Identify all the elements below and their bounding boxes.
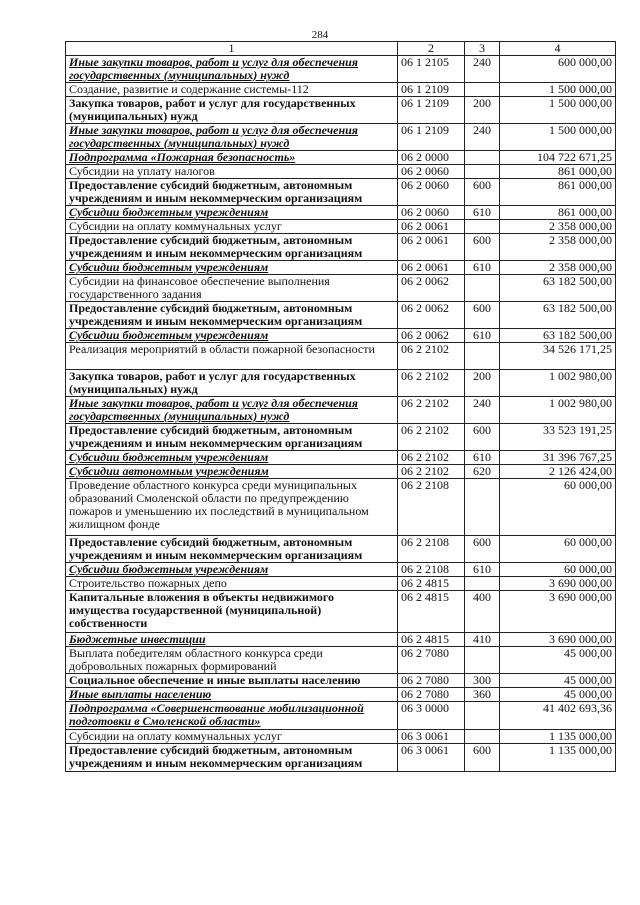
row-amount: 41 402 693,36 (500, 702, 616, 730)
row-type (465, 702, 500, 730)
row-code: 06 2 2102 (398, 343, 465, 370)
table-row (66, 220, 616, 234)
row-amount: 1 500 000,00 (500, 124, 616, 151)
row-type (465, 220, 500, 234)
row-code: 06 2 7080 (398, 674, 465, 688)
row-amount: 60 000,00 (500, 536, 616, 563)
table-row (66, 536, 616, 563)
row-name: Предоставление субсидий бюджетным, автономным учреждениям и иным некоммерческим организациям (66, 536, 398, 563)
row-type: 600 (465, 536, 500, 563)
table-row (66, 234, 616, 261)
row-code: 06 2 0062 (398, 329, 465, 343)
row-amount: 2 126 424,00 (500, 465, 616, 479)
row-name: Субсидии на финансовое обеспечение выполнения государственного задания (66, 275, 398, 302)
header-col-1: 1 (66, 42, 398, 56)
row-code: 06 2 0060 (398, 179, 465, 206)
row-code: 06 2 4815 (398, 633, 465, 647)
row-amount: 63 182 500,00 (500, 329, 616, 343)
row-type: 200 (465, 97, 500, 124)
table-row (66, 343, 616, 370)
row-type (465, 151, 500, 165)
row-amount: 63 182 500,00 (500, 275, 616, 302)
row-type: 240 (465, 124, 500, 151)
table-row (66, 563, 616, 577)
row-name: Иные выплаты населению (66, 688, 398, 702)
row-type (465, 275, 500, 302)
row-name: Предоставление субсидий бюджетным, автономным учреждениям и иным некоммерческим организациям (66, 424, 398, 451)
row-amount: 45 000,00 (500, 674, 616, 688)
table-row (66, 302, 616, 329)
row-code: 06 3 0000 (398, 702, 465, 730)
row-code: 06 2 2102 (398, 451, 465, 465)
row-name: Иные закупки товаров, работ и услуг для обеспечения государственных (муниципальных) нужд (66, 397, 398, 424)
row-name: Субсидии на уплату налогов (66, 165, 398, 179)
row-name: Иные закупки товаров, работ и услуг для обеспечения государственных (муниципальных) нужд (66, 124, 398, 151)
row-amount: 60 000,00 (500, 563, 616, 577)
row-amount: 3 690 000,00 (500, 633, 616, 647)
row-name: Создание, развитие и содержание системы-112 (66, 83, 398, 97)
row-code: 06 2 0060 (398, 206, 465, 220)
row-amount: 31 396 767,25 (500, 451, 616, 465)
row-code: 06 2 0061 (398, 220, 465, 234)
table-row (66, 479, 616, 536)
row-name: Субсидии бюджетным учреждениям (66, 329, 398, 343)
table-row (66, 151, 616, 165)
row-code: 06 2 2108 (398, 563, 465, 577)
row-code: 06 2 0000 (398, 151, 465, 165)
row-type: 610 (465, 261, 500, 275)
row-amount: 33 523 191,25 (500, 424, 616, 451)
table-row (66, 744, 616, 772)
table-row (66, 591, 616, 633)
row-amount: 3 690 000,00 (500, 591, 616, 633)
row-type: 600 (465, 744, 500, 772)
row-amount: 104 722 671,25 (500, 151, 616, 165)
row-type (465, 343, 500, 370)
table-row (66, 179, 616, 206)
row-name: Закупка товаров, работ и услуг для государственных (муниципальных) нужд (66, 370, 398, 397)
row-type: 360 (465, 688, 500, 702)
row-name: Иные закупки товаров, работ и услуг для обеспечения государственных (муниципальных) нужд (66, 56, 398, 83)
row-name: Предоставление субсидий бюджетным, автономным учреждениям и иным некоммерческим организациям (66, 179, 398, 206)
row-type: 620 (465, 465, 500, 479)
row-name: Субсидии бюджетным учреждениям (66, 563, 398, 577)
table-row (66, 577, 616, 591)
row-type (465, 479, 500, 536)
row-amount: 861 000,00 (500, 165, 616, 179)
table-row (66, 370, 616, 397)
row-amount: 600 000,00 (500, 56, 616, 83)
row-amount: 2 358 000,00 (500, 261, 616, 275)
row-name: Строительство пожарных депо (66, 577, 398, 591)
row-amount: 45 000,00 (500, 647, 616, 674)
row-type: 610 (465, 206, 500, 220)
budget-table (65, 41, 616, 772)
table-row (66, 97, 616, 124)
row-name: Субсидии автономным учреждениям (66, 465, 398, 479)
row-type: 400 (465, 591, 500, 633)
row-code: 06 2 2102 (398, 465, 465, 479)
row-name: Субсидии бюджетным учреждениям (66, 451, 398, 465)
row-amount: 60 000,00 (500, 479, 616, 536)
row-name: Предоставление субсидий бюджетным, автономным учреждениям и иным некоммерческим организациям (66, 234, 398, 261)
table-row (66, 633, 616, 647)
header-col-4: 4 (500, 42, 616, 56)
row-type (465, 647, 500, 674)
row-type: 600 (465, 179, 500, 206)
row-name: Подпрограмма «Пожарная безопасность» (66, 151, 398, 165)
row-code: 06 2 2102 (398, 397, 465, 424)
table-row (66, 465, 616, 479)
row-code: 06 2 7080 (398, 647, 465, 674)
table-row (66, 83, 616, 97)
row-name: Закупка товаров, работ и услуг для государственных (муниципальных) нужд (66, 97, 398, 124)
table-row (66, 275, 616, 302)
row-type: 200 (465, 370, 500, 397)
row-type: 300 (465, 674, 500, 688)
row-amount: 2 358 000,00 (500, 220, 616, 234)
table-row (66, 56, 616, 83)
row-amount: 1 500 000,00 (500, 83, 616, 97)
table-row (66, 647, 616, 674)
row-type: 610 (465, 563, 500, 577)
row-code: 06 1 2109 (398, 124, 465, 151)
row-type: 240 (465, 397, 500, 424)
row-code: 06 3 0061 (398, 730, 465, 744)
row-name: Проведение областного конкурса среди муниципальных образований Смоленской области по предупреждению пожаров и уменьшению их последствий в муниципальном жилищном фонде (66, 479, 398, 536)
row-amount: 1 135 000,00 (500, 744, 616, 772)
row-amount: 45 000,00 (500, 688, 616, 702)
page-number: 284 (311, 29, 329, 41)
row-amount: 34 526 171,25 (500, 343, 616, 370)
row-code: 06 1 2109 (398, 83, 465, 97)
row-name: Предоставление субсидий бюджетным, автономным учреждениям и иным некоммерческим организациям (66, 744, 398, 772)
row-code: 06 2 2102 (398, 370, 465, 397)
row-type (465, 165, 500, 179)
header-row (66, 42, 616, 56)
row-name: Реализация мероприятий в области пожарной безопасности (66, 343, 398, 370)
header-col-3: 3 (465, 42, 500, 56)
row-name: Субсидии бюджетным учреждениям (66, 206, 398, 220)
row-name: Капитальные вложения в объекты недвижимого имущества государственной (муниципальной) собственности (66, 591, 398, 633)
row-code: 06 2 2102 (398, 424, 465, 451)
table-row (66, 206, 616, 220)
table-row (66, 124, 616, 151)
table-row (66, 702, 616, 730)
row-code: 06 2 0061 (398, 234, 465, 261)
row-code: 06 2 7080 (398, 688, 465, 702)
row-name: Субсидии на оплату коммунальных услуг (66, 730, 398, 744)
row-name: Субсидии на оплату коммунальных услуг (66, 220, 398, 234)
header-col-2: 2 (398, 42, 465, 56)
row-code: 06 2 2108 (398, 479, 465, 536)
row-type: 410 (465, 633, 500, 647)
row-type: 240 (465, 56, 500, 83)
row-type: 610 (465, 329, 500, 343)
row-type (465, 730, 500, 744)
row-name: Бюджетные инвестиции (66, 633, 398, 647)
row-code: 06 1 2105 (398, 56, 465, 83)
table-row (66, 329, 616, 343)
row-code: 06 2 0062 (398, 275, 465, 302)
table-row (66, 424, 616, 451)
row-type: 600 (465, 234, 500, 261)
row-amount: 2 358 000,00 (500, 234, 616, 261)
row-name: Социальное обеспечение и иные выплаты населению (66, 674, 398, 688)
budget-table-body (66, 42, 616, 772)
table-row (66, 397, 616, 424)
table-row (66, 451, 616, 465)
table-row (66, 165, 616, 179)
row-type: 600 (465, 302, 500, 329)
row-code: 06 2 0060 (398, 165, 465, 179)
row-code: 06 2 0061 (398, 261, 465, 275)
table-row (66, 688, 616, 702)
row-amount: 1 135 000,00 (500, 730, 616, 744)
row-amount: 1 002 980,00 (500, 370, 616, 397)
row-name: Выплата победителям областного конкурса среди добровольных пожарных формирований (66, 647, 398, 674)
row-name: Предоставление субсидий бюджетным, автономным учреждениям и иным некоммерческим организациям (66, 302, 398, 329)
row-code: 06 2 2108 (398, 536, 465, 563)
row-code: 06 2 0062 (398, 302, 465, 329)
row-name: Подпрограмма «Совершенствование мобилизационной подготовки в Смоленской области» (66, 702, 398, 730)
row-type: 610 (465, 451, 500, 465)
row-type: 600 (465, 424, 500, 451)
row-code: 06 2 4815 (398, 577, 465, 591)
row-type (465, 83, 500, 97)
row-amount: 861 000,00 (500, 179, 616, 206)
row-amount: 1 500 000,00 (500, 97, 616, 124)
table-row (66, 261, 616, 275)
row-amount: 63 182 500,00 (500, 302, 616, 329)
row-code: 06 2 4815 (398, 591, 465, 633)
row-code: 06 3 0061 (398, 744, 465, 772)
row-amount: 3 690 000,00 (500, 577, 616, 591)
row-code: 06 1 2109 (398, 97, 465, 124)
row-amount: 1 002 980,00 (500, 397, 616, 424)
row-name: Субсидии бюджетным учреждениям (66, 261, 398, 275)
table-row (66, 674, 616, 688)
table-row (66, 730, 616, 744)
row-type (465, 577, 500, 591)
row-amount: 861 000,00 (500, 206, 616, 220)
